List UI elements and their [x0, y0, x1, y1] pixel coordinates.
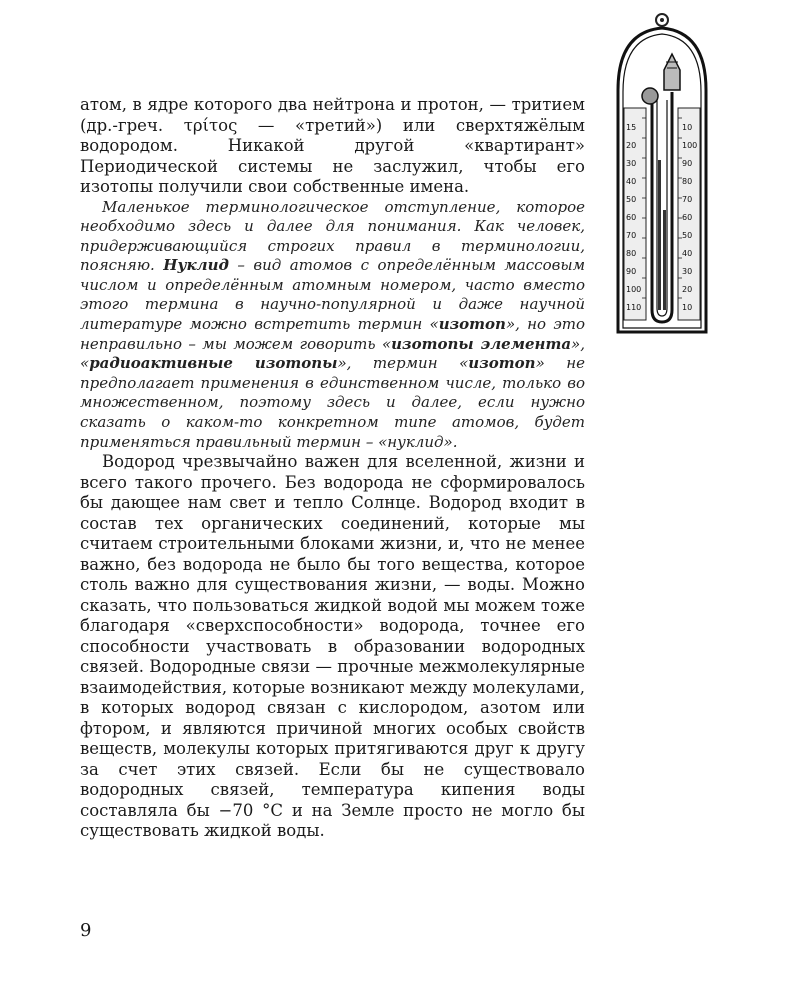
term-isotope: изотоп [438, 315, 506, 334]
scale-left-label: 40 [626, 177, 637, 186]
scale-right-label: 80 [682, 177, 693, 186]
body-text [80, 95, 585, 842]
aside-text: Маленькое терминологическое отступление, которое необходимо здесь и далее для понимания. Как человек, придерживающийся строгих правил в терминологии, поясняю. [80, 197, 585, 275]
scale-right-label: 10 [682, 303, 693, 312]
scale-right-label: 10 [682, 123, 693, 132]
scale-left-label: 80 [626, 249, 637, 258]
scale-right-label: 90 [682, 159, 693, 168]
scale-left-label: 90 [626, 267, 637, 276]
scale-right-label: 30 [682, 267, 693, 276]
aside-text: », « [80, 334, 585, 373]
scale-left-label: 15 [626, 123, 637, 132]
scale-left-label: 110 [626, 303, 642, 312]
term-nuclide: Нуклид [163, 256, 229, 275]
scale-right-label: 40 [682, 249, 693, 258]
aside-text: », но это неправильно – мы можем говорить « [80, 315, 585, 353]
term-isotopes-of-element: изотопы элемента [391, 334, 572, 353]
paragraph: Водород чрезвычайно важен для вселенной, жизни и всего такого прочего. Без водорода не сформировалось бы дающее нам свет и тепло Солнце. Водород входит в состав тех органических соединений, которые мы считаем строительными блоками жизни, и, что не менее важно, без водорода не было бы того вещества, которое столь важно для существования жизни, — воды. Можно сказать, что пользоваться жидкой водой мы можем тоже благодаря «сверхспособности» водорода, точнее его способности участвовать в образовании водородных связей. Водородные связи — прочные межмолекулярные взаимодействия, которые возникают между молекулами, в которых водород связан с кислородом, азотом или фтором, и являются причиной многих особых свойств веществ, молекулы которых притягиваются друг к другу за счет этих связей. Если бы не существовало водородных связей, температура кипения воды составляла бы −70 °С и на Земле просто не могло бы существовать жидкой воды. [80, 452, 585, 841]
scale-left-label: 70 [626, 231, 637, 240]
aside-text: » не предполагает применения в единственном числе, только во множественном, поэтому здесь и далее, если нужно сказать о каком-то конкретном типе атомов, будет применяться правильный термин – «нуклид». [80, 354, 586, 451]
term-radioactive-isotopes: радиоактивные изотопы [89, 354, 338, 373]
thermometer-icon [612, 10, 712, 335]
terminology-aside [80, 198, 585, 453]
page-number: 9 [80, 920, 92, 941]
paragraph: атом, в ядре которого два нейтрона и протон, — тритием (др.-греч. τρίτος — «третий») или сверхтяжёлым водородом. Никакой другой «квартирант» Периодической системы не заслужил, чтобы его изотопы получили свои собственные имена. [80, 95, 585, 196]
scale-right-label: 60 [682, 213, 693, 222]
scale-left-label: 100 [626, 285, 642, 294]
scale-right-label: 20 [682, 285, 693, 294]
scale-right-label: 70 [682, 195, 693, 204]
scale-right-label: 100 [682, 141, 698, 150]
scale-left-label: 50 [626, 195, 637, 204]
scale-left-label: 60 [626, 213, 637, 222]
scale-left-label: 20 [626, 141, 637, 150]
aside-text: – вид атомов с определённым массовым числом и определённым атомным номером, часто вместо этого термина в научно-популярной и даже научной литературе можно встретить термин « [80, 256, 586, 334]
aside-text: », термин « [337, 354, 469, 373]
term-isotope: изотоп [468, 354, 536, 373]
thermometer-illustration [612, 10, 712, 335]
scale-left-label: 30 [626, 159, 637, 168]
scale-right-label: 50 [682, 231, 693, 240]
